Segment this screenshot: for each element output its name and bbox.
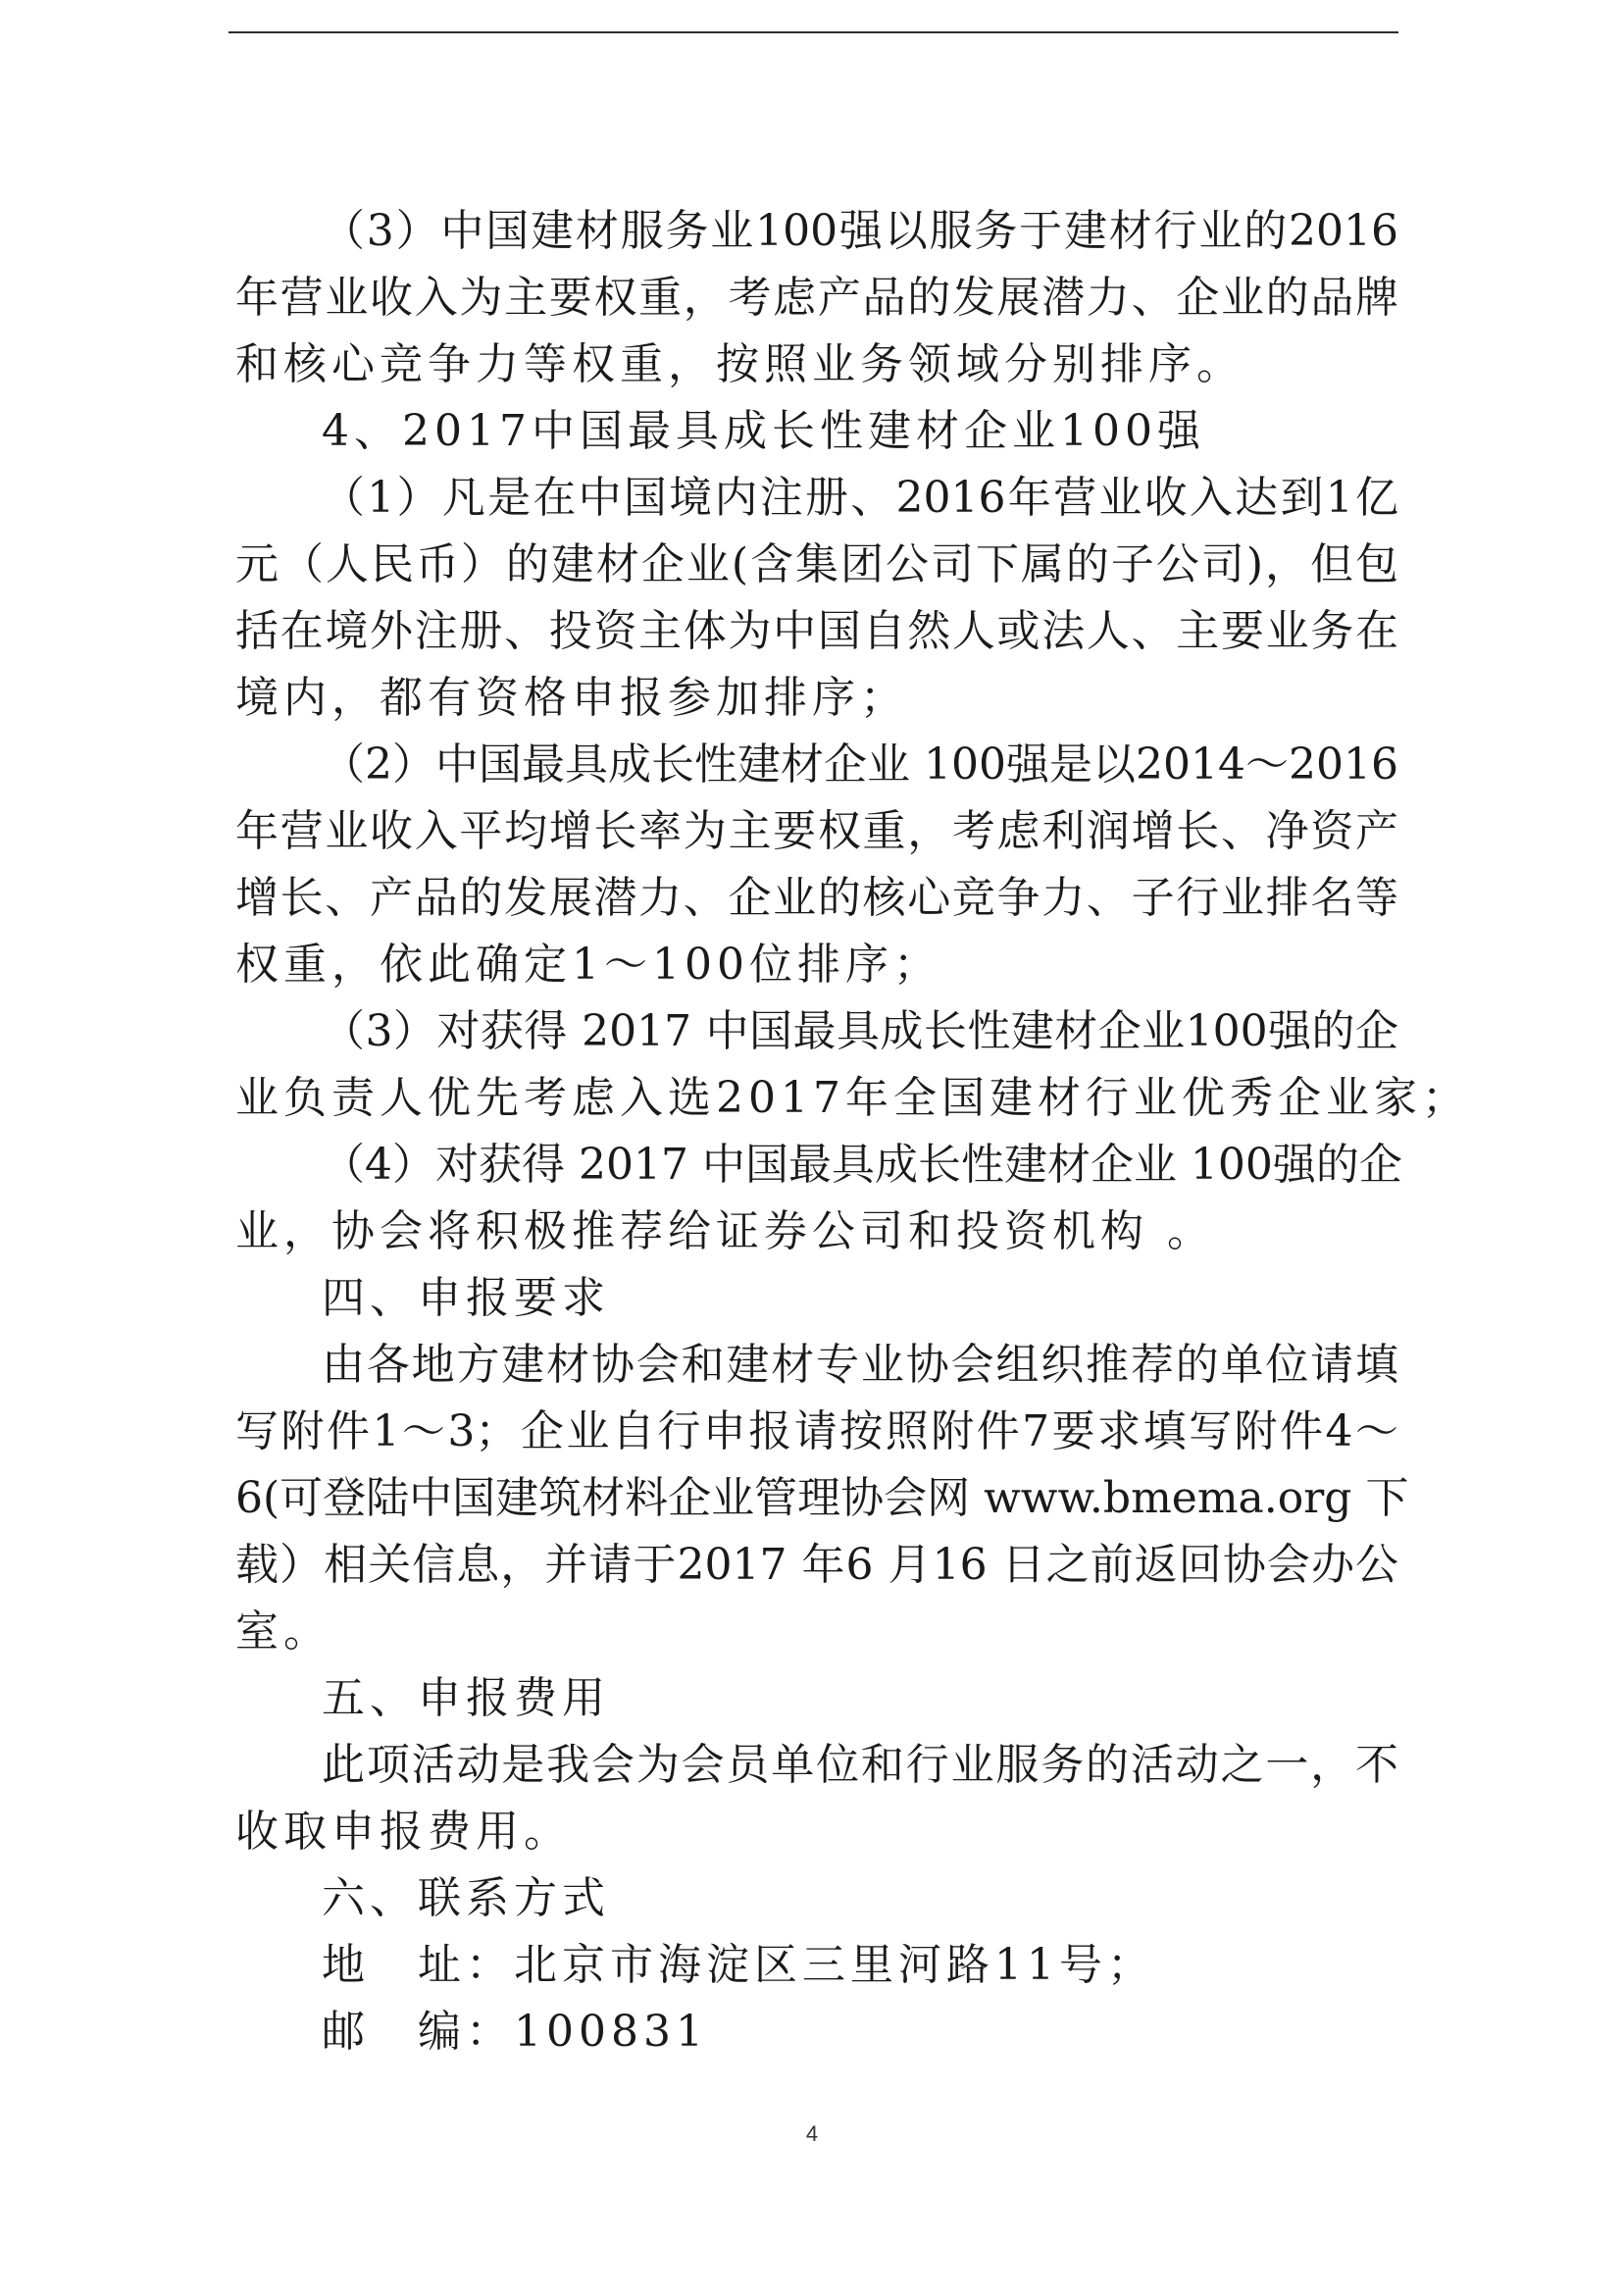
paragraph-line: 括在境外注册、投资主体为中国自然人或法人、主要业务在 (235, 606, 1398, 656)
paragraph-line: （2）中国最具成长性建材企业 100强是以2014～2016 (322, 739, 1398, 790)
contact-postcode: 邮 编：100831 (322, 2007, 708, 2057)
paragraph-line: 权重，依此确定1～100位排序； (235, 940, 941, 990)
paragraph-line: （4）对获得 2017 中国最具成长性建材企业 100强的企 (322, 1140, 1402, 1190)
paragraph-line: （3）对获得 2017 中国最具成长性建材企业100强的企 (322, 1006, 1398, 1056)
header-rule (228, 31, 1398, 33)
paragraph-line: 6(可登陆中国建筑材料企业管理协会网 www.bmema.org 下 (235, 1473, 1409, 1523)
paragraph-line: 业，协会将积极推荐给证券公司和投资机构 。 (235, 1206, 1215, 1256)
section-heading: 四、申报要求 (322, 1273, 610, 1323)
section-heading: 4、2017中国最具成长性建材企业100强 (322, 406, 1205, 456)
section-heading: 五、申报费用 (322, 1673, 610, 1723)
paragraph-line: 年营业收入平均增长率为主要权重，考虑利润增长、净资产 (235, 806, 1398, 856)
paragraph-line: 和核心竞争力等权重，按照业务领域分别排序。 (235, 339, 1244, 389)
paragraph-line: 收取申报费用。 (235, 1807, 572, 1857)
page-number: 4 (805, 2121, 819, 2146)
paragraph-line: 业负责人优先考虑入选2017年全国建材行业优秀企业家； (235, 1073, 1470, 1123)
paragraph-line: 室。 (235, 1606, 331, 1657)
paragraph-line: 此项活动是我会为会员单位和行业服务的活动之一，不 (322, 1740, 1398, 1790)
paragraph-line: 由各地方建材协会和建材专业协会组织推荐的单位请填 (322, 1340, 1398, 1390)
paragraph-line: 元（人民币）的建材企业(含集团公司下属的子公司)，但包 (235, 539, 1398, 589)
paragraph-line: 载）相关信息，并请于2017 年6 月16 日之前返回协会办公 (235, 1540, 1398, 1590)
paragraph-line: 增长、产品的发展潜力、企业的核心竞争力、子行业排名等 (235, 873, 1398, 923)
paragraph-line: 年营业收入为主要权重，考虑产品的发展潜力、企业的品牌 (235, 273, 1398, 323)
paragraph-line: 境内，都有资格申报参加排序； (235, 673, 908, 723)
paragraph-line: （3）中国建材服务业100强以服务于建材行业的2016 (322, 206, 1398, 256)
paragraph-line: （1）凡是在中国境内注册、2016年营业收入达到1亿 (322, 473, 1398, 523)
contact-address: 地 址：北京市海淀区三里河路11号； (322, 1940, 1155, 1990)
section-heading: 六、联系方式 (322, 1873, 610, 1923)
paragraph-line: 写附件1～3；企业自行申报请按照附件7要求填写附件4～ (235, 1406, 1398, 1456)
